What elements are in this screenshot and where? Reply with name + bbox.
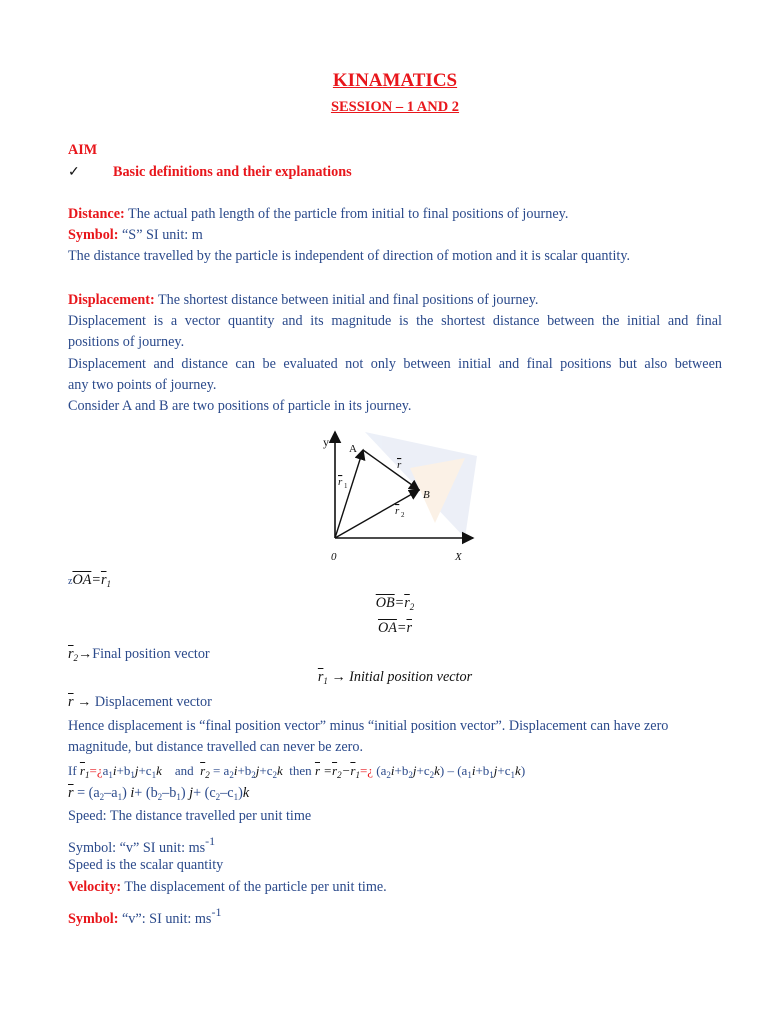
distance-symbol-text: “S” SI unit: m	[118, 227, 203, 243]
displacement-line-5: Consider A and B are two positions of particle in its journey.	[68, 398, 412, 414]
distance-symbol-label: Symbol:	[68, 227, 119, 243]
origin-label: 0	[331, 551, 337, 563]
displacement-line-1: Displacement is a vector quantity and its magnitude is the shortest distance between the initial and final	[68, 313, 722, 329]
velocity-symbol: Symbol: “v”: SI unit: $ms^{-1}$	[68, 905, 222, 927]
point-b-label: B	[423, 489, 430, 501]
aim-heading: AIM	[68, 142, 98, 158]
displacement-line-3: Displacement and distance can be evaluated not only between initial and final positions but also between	[68, 356, 722, 372]
explanation-line-2: magnitude, but distance travelled can never be zero.	[68, 739, 364, 755]
equation-ob-r2: $\overline{OB}=\overline{r}_2$	[375, 595, 415, 612]
distance-text: The actual path length of the particle from initial to final positions of journey.	[124, 206, 569, 222]
speed-note: Speed is the scalar quantity	[68, 857, 224, 873]
x-axis-label: X	[455, 551, 462, 563]
r2-label: r	[395, 505, 400, 517]
speed-symbol: Symbol: “v” SI unit: $ms^{-1}$	[68, 834, 216, 856]
page-title: KINAMATICS	[332, 70, 458, 91]
r2-label-sub: 2	[401, 511, 405, 519]
distance-definition	[68, 204, 722, 225]
initial-position-vector: $\overline{r}_1$ → Initial position vector	[317, 669, 473, 686]
velocity-symbol-label: Symbol:	[68, 911, 119, 927]
distance-symbol	[68, 225, 722, 246]
distance-label: Distance:	[68, 206, 125, 222]
r-label: r	[397, 459, 402, 471]
r1-label-sub: 1	[344, 482, 348, 490]
displacement-line-2: positions of journey.	[68, 334, 185, 350]
vector-formula: If $\overline{r}_1=¿a_1i+b_1j+c_1k$ and $\overline{r}_2 = a_2i+b_2j+c_2k$ then $\overline{r}$ $=\overline{r}_2-\overline{r}_1=¿$ $(a_2i+b_2j+c_2k) - (a_1i+b_1j+c_1k)$	[68, 763, 526, 780]
displacement-vector: $\overline{r}$ → Displacement vector	[68, 694, 212, 710]
displacement-text: The shortest distance between initial and final positions of journey.	[154, 292, 539, 308]
distance-note: The distance travelled by the particle is independent of direction of motion and it is scalar quantity.	[68, 248, 631, 264]
equation-oa-r1: $z\overline{OA}=\overline{r}_1$	[68, 572, 111, 589]
point-a-label: A	[349, 443, 357, 455]
aim-item	[68, 162, 722, 183]
final-position-vector: $\overline{r}_2\to Final$ position vector	[68, 646, 210, 663]
y-axis-label: y	[323, 435, 329, 449]
r1-label: r	[338, 476, 343, 488]
velocity-definition: Velocity: The displacement of the particle per unit time.	[68, 879, 387, 895]
displacement-line-4: any two points of journey.	[68, 377, 217, 393]
displacement-label: Displacement:	[68, 292, 155, 308]
explanation-line-1: Hence displacement is “final position vector” minus “initial position vector”. Displacement can have zero	[68, 718, 669, 734]
velocity-label: Velocity:	[68, 879, 122, 895]
equation-oa-r: $\overline{OA}=\overline{r}$	[377, 620, 413, 636]
displacement-diagram	[315, 428, 485, 568]
check-icon: ✓	[68, 164, 80, 180]
aim-item-text: Basic definitions and their explanations	[113, 164, 352, 180]
speed-definition: Speed: The distance travelled per unit time	[68, 808, 312, 824]
displacement-definition	[68, 290, 722, 311]
session-subtitle: SESSION – 1 AND 2	[330, 99, 460, 115]
watermark-logo	[365, 432, 477, 538]
displacement-result: $\overline{r} = (a_2-a_1)$ $i+ (b_2-b_1)$ $j+ (c_2-c_1)k$	[68, 785, 250, 802]
